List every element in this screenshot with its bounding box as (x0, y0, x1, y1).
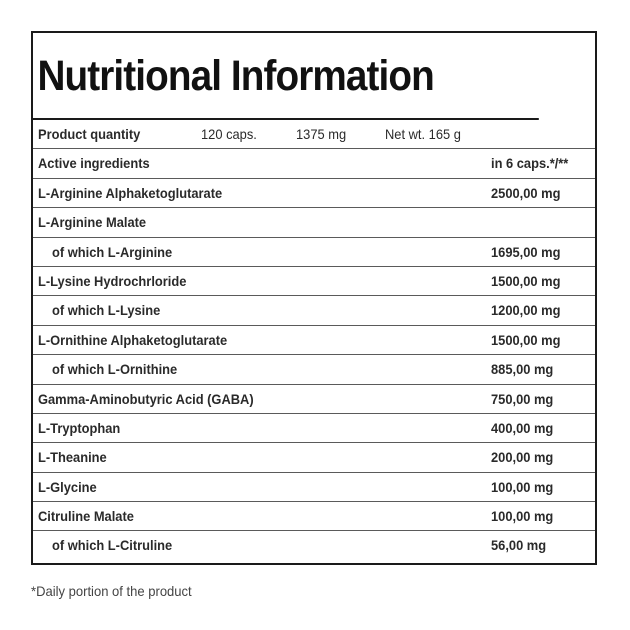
ingredient-name: of which L-Ornithine (52, 361, 178, 378)
footnote: *Daily portion of the product (31, 583, 192, 599)
ingredient-name: L-Arginine Alphaketoglutarate (38, 184, 223, 201)
ingredient-amount: 56,00 mg (491, 537, 547, 554)
table-row (33, 502, 595, 531)
ingredient-amount: 1500,00 mg (491, 331, 561, 348)
table-row (33, 443, 595, 472)
ingredient-name: of which L-Arginine (52, 243, 173, 260)
ingredient-amount: 1200,00 mg (491, 302, 561, 319)
table-row (33, 355, 595, 384)
table-row (33, 326, 595, 355)
nutrition-panel (31, 31, 597, 565)
product-quantity-caps: 120 caps. (201, 126, 257, 142)
ingredient-amount: 885,00 mg (491, 361, 554, 378)
table-row (33, 473, 595, 502)
ingredient-amount: 400,00 mg (491, 419, 554, 436)
table-row (33, 179, 595, 208)
product-quantity-row (33, 120, 595, 149)
table-row (33, 238, 595, 267)
ingredient-amount: 200,00 mg (491, 449, 554, 466)
ingredient-amount: 750,00 mg (491, 390, 554, 407)
ingredient-name: of which L-Lysine (52, 302, 161, 319)
table-header-row (33, 149, 595, 178)
header-amount: in 6 caps.*/** (491, 155, 569, 172)
table-row (33, 296, 595, 325)
product-quantity-net: Net wt. 165 g (385, 126, 461, 142)
ingredient-amount: 1500,00 mg (491, 272, 561, 289)
ingredient-name: L-Arginine Malate (38, 214, 147, 231)
ingredient-name: Gamma-Aminobutyric Acid (GABA) (38, 390, 254, 407)
product-quantity-mg: 1375 mg (296, 126, 347, 142)
page-title: Nutritional Information (33, 33, 539, 120)
header-label: Active ingredients (38, 155, 150, 172)
table-row (33, 414, 595, 443)
table-row (33, 385, 595, 414)
table-row (33, 208, 595, 237)
ingredient-name: L-Theanine (38, 449, 107, 466)
ingredient-amount: 100,00 mg (491, 508, 554, 525)
ingredient-name: Citruline Malate (38, 508, 134, 525)
ingredient-name: L-Lysine Hydrochrloride (38, 272, 187, 289)
ingredient-name: L-Glycine (38, 478, 97, 495)
ingredient-amount: 100,00 mg (491, 478, 554, 495)
ingredient-amount: 2500,00 mg (491, 184, 561, 201)
table-row (33, 267, 595, 296)
ingredient-name: L-Ornithine Alphaketoglutarate (38, 331, 228, 348)
ingredient-amount: 1695,00 mg (491, 243, 561, 260)
product-quantity-label: Product quantity (38, 126, 141, 142)
table-row (33, 531, 595, 560)
ingredient-name: of which L-Citruline (52, 537, 173, 554)
ingredient-name: L-Tryptophan (38, 419, 121, 436)
nutrition-table (33, 120, 595, 561)
